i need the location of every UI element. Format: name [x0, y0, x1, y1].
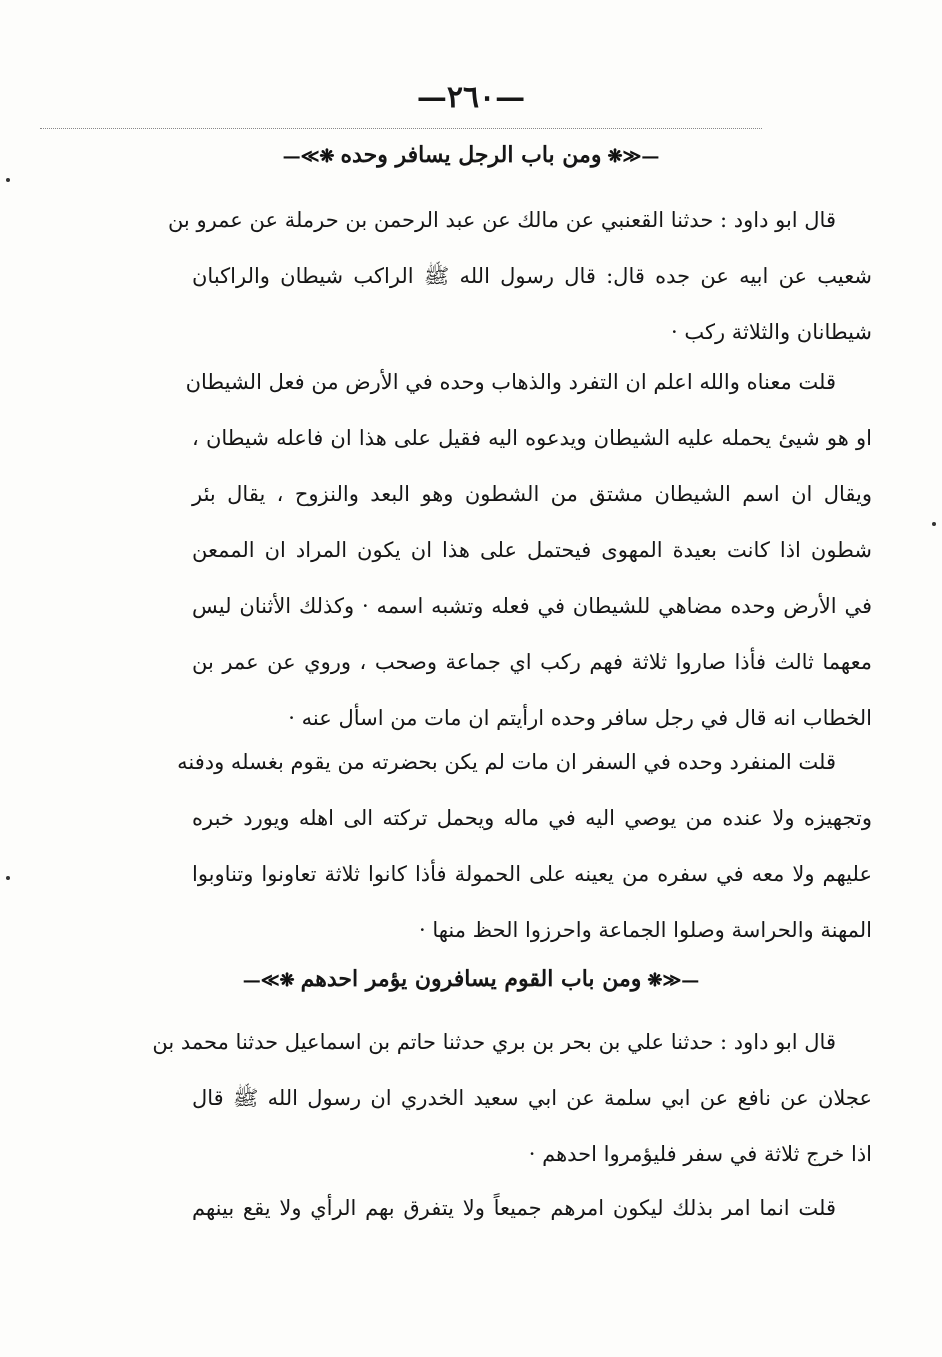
text-line: المهنة والحراسة وصلوا الجماعة واحرزوا الحظ منها ·	[418, 918, 872, 942]
text-line: قال ابو داود : حدثنا القعنبي عن مالك عن عبد الرحمن بن حرملة عن عمرو بن	[167, 208, 836, 232]
text-line: اذا خرج ثلاثة في سفر فليؤمروا احدهم ·	[528, 1142, 872, 1166]
page-number: —٢٦٠—	[416, 80, 526, 115]
ornament-left-icon: ❋≫—	[282, 145, 335, 167]
text-line: او هو شيئ يحمله عليه الشيطان ويدعوه اليه فقيل على هذا ان فاعله شيطان ،	[192, 426, 872, 450]
text-line: ويقال ان اسم الشيطان مشتق من الشطون وهو البعد والنزوح ، يقال بئر	[192, 482, 872, 506]
scan-speck	[6, 876, 10, 880]
text-line: قلت المنفرد وحده في السفر ان مات لم يكن بحضرته من يقوم بغسله ودفنه	[177, 750, 836, 774]
ornament-right-icon: —≪❋	[607, 145, 660, 167]
text-line: قال ابو داود : حدثنا علي بن بحر بن بري حدثنا حاتم بن اسماعيل حدثنا محمد بن	[152, 1030, 836, 1054]
section-heading-2-text: ومن باب القوم يسافرون يؤمر احدهم	[300, 966, 642, 992]
paragraph-4	[152, 1014, 872, 1182]
text-line: قلت معناه والله اعلم ان التفرد والذهاب وحده في الأرض من فعل الشيطان	[185, 370, 836, 394]
paragraph-2	[185, 354, 872, 746]
section-heading-1	[0, 142, 942, 168]
ornament-right-icon: —≪❋	[647, 969, 700, 991]
text-line: الخطاب انه قال في رجل سافر وحده ارأيتم ان مات من اسأل عنه ·	[288, 706, 872, 730]
text-line: شعيب عن ابيه عن جده قال: قال رسول الله ﷺ الراكب شيطان والراكبان	[192, 264, 872, 288]
paragraph-3	[177, 734, 872, 958]
scan-speck	[932, 522, 936, 526]
section-heading-1-text: ومن باب الرجل يسافر وحده	[340, 142, 602, 168]
text-line: شيطانان والثلاثة ركب ·	[670, 320, 872, 344]
text-line: عجلان عن نافع عن ابي سلمة عن ابي سعيد الخدري ان رسول الله ﷺ قال	[192, 1086, 872, 1110]
header-rule	[40, 128, 762, 129]
text-line: معهما ثالث فأذا صاروا ثلاثة فهم ركب اي جماعة وصحب ، وروي عن عمر بن	[192, 650, 872, 674]
paragraph-1	[167, 192, 872, 360]
section-heading-2	[0, 966, 942, 992]
text-line: شطون اذا كانت بعيدة المهوى فيحتمل على هذا ان يكون المراد ان الممعن	[192, 538, 872, 562]
text-line: عليهم ولا معه في سفره من يعينه على الحمولة فأذا كانوا ثلاثة تعاونوا وتناوبوا	[192, 862, 872, 886]
scan-speck	[6, 178, 10, 182]
text-line: قلت انما امر بذلك ليكون امرهم جميعاً ولا يتفرق بهم الرأي ولا يقع بينهم	[192, 1196, 836, 1220]
ornament-left-icon: ❋≫—	[242, 969, 295, 991]
paragraph-5	[192, 1180, 872, 1236]
text-line: في الأرض وحده مضاهي للشيطان في فعله وتشبه اسمه · وكذلك الأثنان ليس	[192, 594, 872, 618]
text-line: وتجهيزه ولا عنده من يوصي اليه في ماله ويحمل تركته الى اهله ويورد خبره	[192, 806, 872, 830]
